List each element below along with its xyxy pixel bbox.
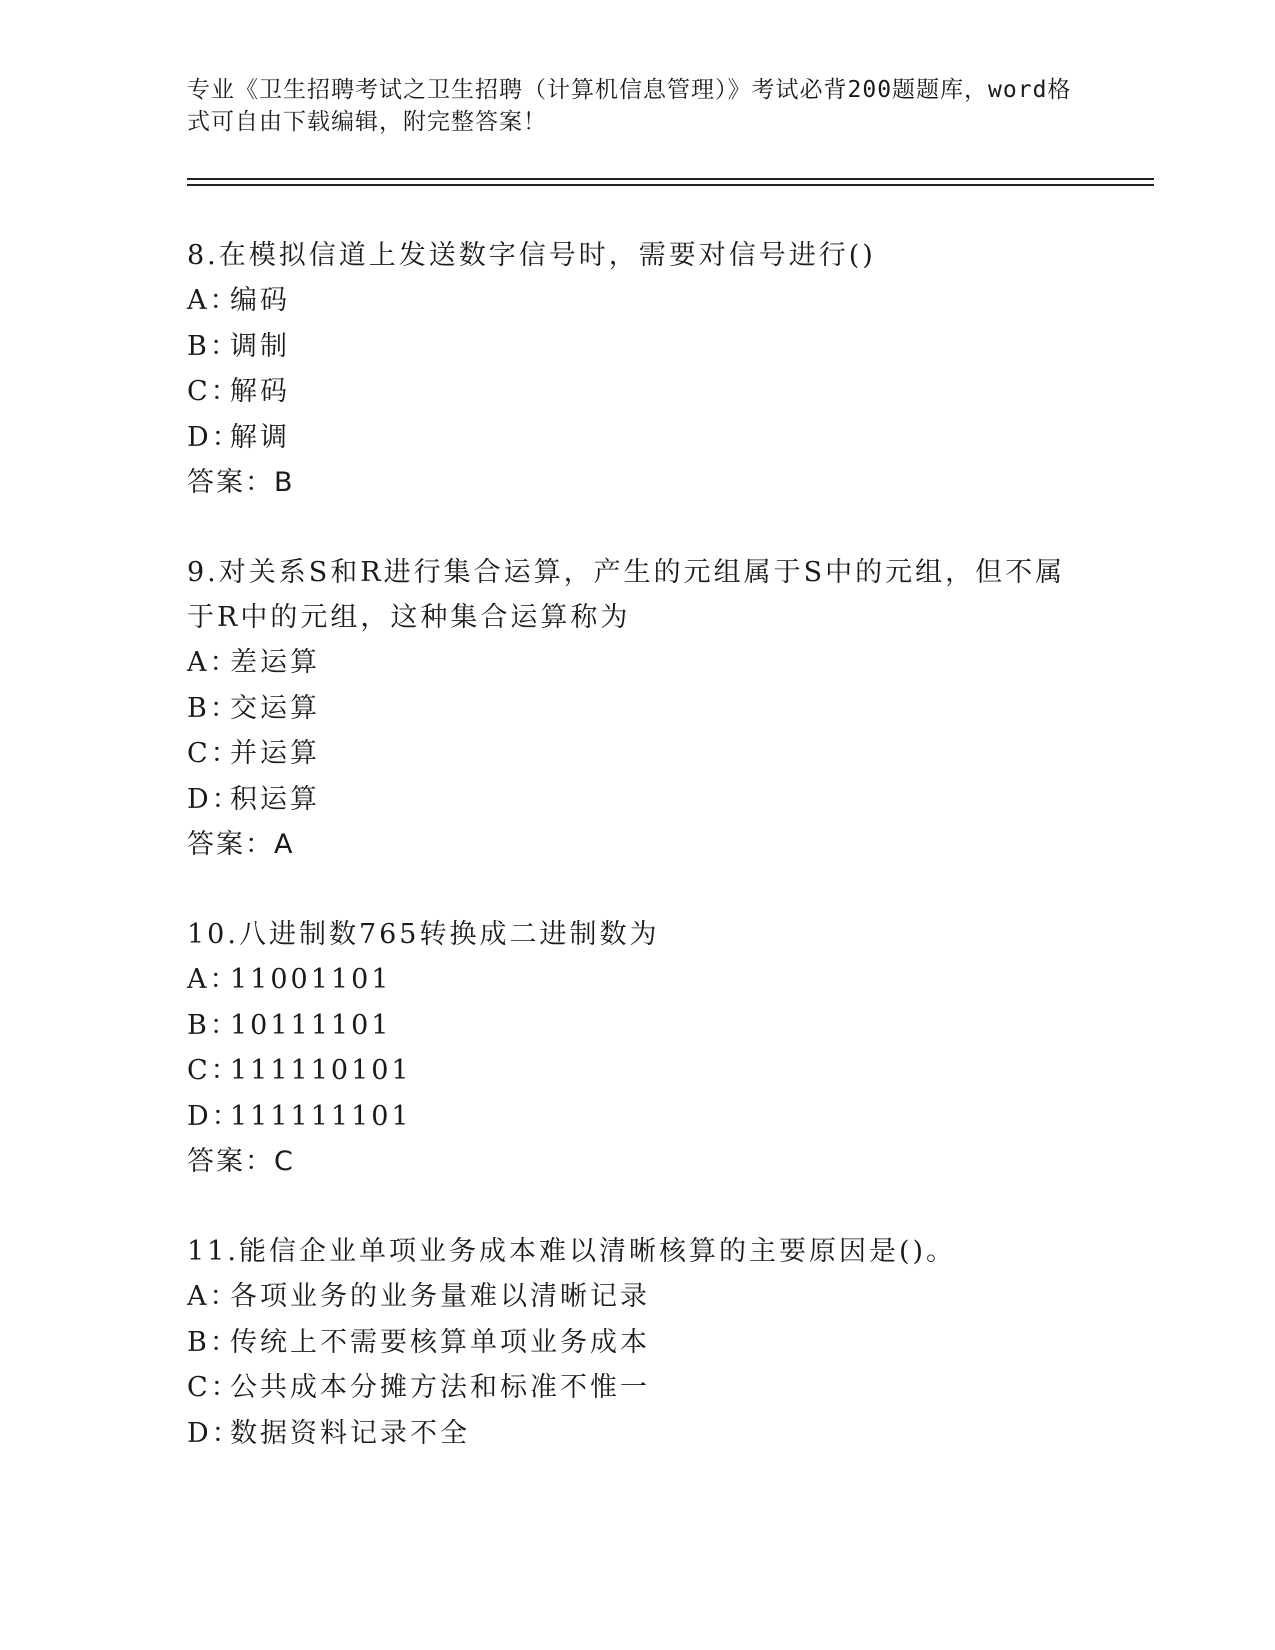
option-text: 积运算 [230, 783, 320, 815]
option-text: 公共成本分摊方法和标准不惟一 [230, 1372, 650, 1403]
question-11 [187, 1229, 1087, 1456]
option-letter: C： [187, 1055, 241, 1086]
option-text: 解码 [230, 376, 290, 407]
option-d [187, 1094, 1087, 1140]
option-text: 调制 [230, 330, 290, 362]
option-d [187, 415, 1087, 461]
option-letter: B： [187, 1326, 240, 1358]
option-a [187, 957, 1087, 1003]
option-letter: B： [187, 692, 240, 724]
option-letter: C： [187, 738, 241, 769]
option-text: 11001101 [230, 964, 392, 995]
question-title: 10.八进制数765转换成二进制数为 [187, 919, 660, 950]
option-letter: B： [187, 330, 240, 362]
option-letter: A： [187, 285, 240, 316]
answer-line: 答案：C [187, 1146, 295, 1177]
option-text: 传统上不需要核算单项业务成本 [230, 1326, 650, 1358]
option-text: 交运算 [230, 692, 320, 724]
option-letter: D： [187, 1100, 242, 1132]
option-text: 各项业务的业务量难以清晰记录 [230, 1281, 650, 1312]
option-b [187, 1003, 1087, 1049]
option-a [187, 278, 1087, 324]
question-8 [187, 233, 1087, 506]
question-10 [187, 912, 1087, 1185]
option-b [187, 686, 1087, 732]
question-9 [187, 550, 1087, 868]
option-letter: D： [187, 421, 242, 453]
option-a [187, 1274, 1087, 1320]
option-text: 并运算 [230, 738, 320, 769]
option-text: 差运算 [230, 647, 320, 678]
option-c [187, 369, 1087, 415]
answer-line: 答案：A [187, 829, 295, 860]
option-letter: D： [187, 783, 242, 815]
header-rule-bottom [187, 184, 1154, 186]
option-b [187, 324, 1087, 370]
option-c [187, 1365, 1087, 1411]
option-letter: A： [187, 964, 240, 995]
option-text: 数据资料记录不全 [230, 1417, 470, 1449]
option-d [187, 1411, 1087, 1457]
option-letter: A： [187, 647, 240, 678]
option-a [187, 640, 1087, 686]
option-letter: C： [187, 376, 241, 407]
question-list [187, 233, 1087, 1500]
option-text: 编码 [230, 285, 290, 316]
option-c [187, 731, 1087, 777]
option-d [187, 777, 1087, 823]
option-c [187, 1048, 1087, 1094]
question-title: 8.在模拟信道上发送数字信号时，需要对信号进行() [187, 240, 876, 271]
header-rule-top [187, 178, 1154, 180]
option-letter: C： [187, 1372, 241, 1403]
option-text: 111111101 [230, 1100, 412, 1132]
option-text: 解调 [230, 421, 290, 453]
option-letter: A： [187, 1281, 240, 1312]
question-title: 9.对关系S和R进行集合运算，产生的元组属于S中的元组，但不属于R中的元组，这种集合运算称为 [187, 557, 1066, 633]
option-letter: B： [187, 1009, 240, 1041]
option-text: 111110101 [230, 1055, 412, 1086]
question-title: 11.能信企业单项业务成本难以清晰核算的主要原因是()。 [187, 1236, 957, 1267]
document-header: 专业《卫生招聘考试之卫生招聘（计算机信息管理）》考试必背200题题库，word格式可自由下载编辑，附完整答案！ [187, 77, 1072, 135]
option-b [187, 1320, 1087, 1366]
option-text: 10111101 [230, 1009, 392, 1041]
answer-line: 答案：B [187, 467, 295, 498]
option-letter: D： [187, 1417, 242, 1449]
